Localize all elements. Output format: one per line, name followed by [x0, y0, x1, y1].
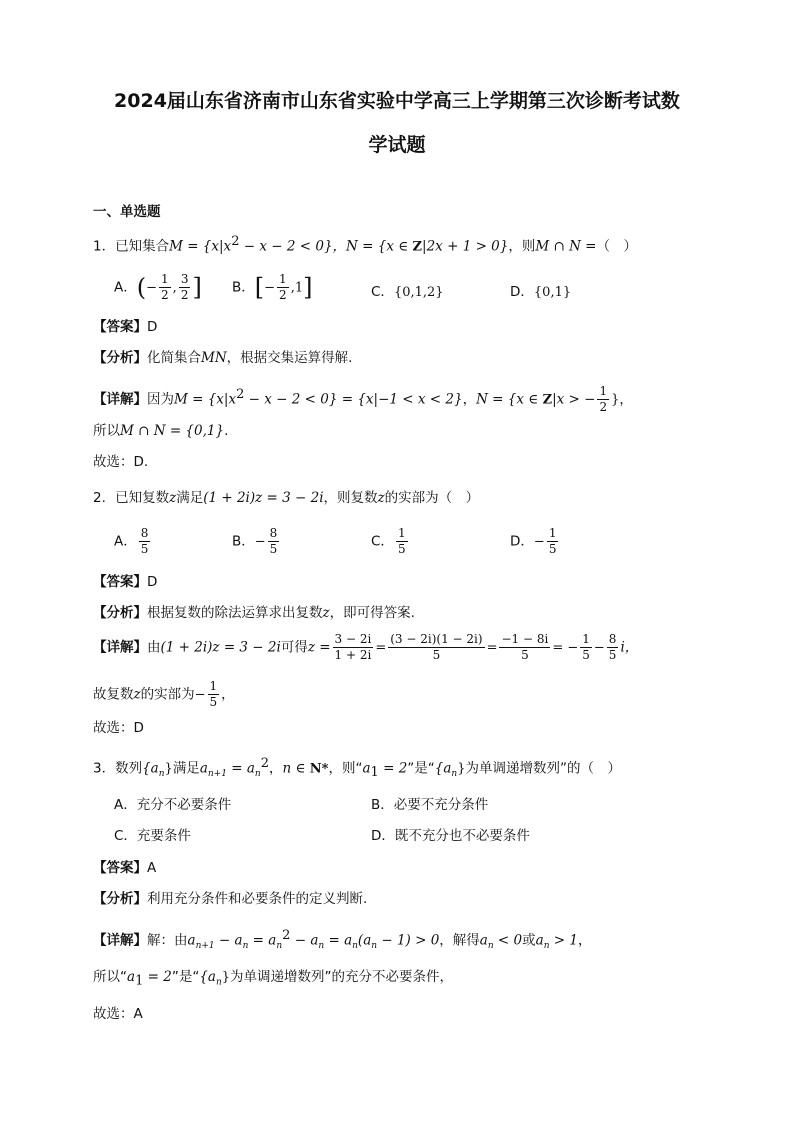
q2-option-a: A． $\frac{8}{5}$ [114, 526, 149, 556]
q1-stem: 1．已知集合$M = \{x|x^2 - x - 2 < 0\}$，N = {x ∈ Z|2x + 1 > 0}，则M ∩ N =（ ） [93, 234, 637, 255]
q2-stem: 2．已知复数z满足(1 + 2i)z = 3 − 2i，则复数z的实部为（ ） [93, 490, 480, 506]
q3-stem: 3．数列$\{a_n\}$满足$a_{n+1} = a_n^2$，n ∈ N*，则“$a_1 = 2$”是“$\{a_n\}$为单调递增数列”的（ ） [93, 756, 621, 781]
q3-analysis: 【分析】利用充分条件和必要条件的定义判断. [93, 891, 368, 907]
doc-title-line1: 2024届山东省济南市山东省实验中学高三上学期第三次诊断考试数 [114, 90, 680, 112]
q1-answer: 【答案】D [93, 319, 158, 335]
q1-analysis: 【分析】化简集合MN，根据交集运算得解. [93, 350, 353, 366]
q1-choose: 故选：D. [93, 454, 149, 470]
doc-title-line2: 学试题 [368, 134, 426, 156]
q1-conclusion: 所以M ∩ N = {0,1}. [93, 423, 229, 439]
q3-detail: 【详解】解：由$a_{n+1} - a_n = a_n^2 - a_n = a_n(a_n - 1) > 0$，解得$a_n < 0$或$a_n > 1$， [93, 928, 592, 952]
q3-option-d: D．既不充分也不必要条件 [371, 828, 530, 844]
q1-option-a: A．(− $\frac{1}{2}$ , $\frac{3}{2}$ ] [114, 272, 202, 302]
q2-choose: 故选：D [93, 720, 144, 736]
q3-choose: 故选：A [93, 1006, 143, 1022]
q2-option-b: B．− $\frac{8}{5}$ [232, 526, 278, 556]
q2-conclusion: 故复数z的实部为− $\frac{1}{5}$ ， [93, 679, 235, 709]
q2-answer: 【答案】D [93, 574, 158, 590]
q1-option-c: C．{0,1,2} [371, 284, 444, 300]
section-heading: 一、单选题 [93, 204, 161, 220]
q3-option-c: C．充要条件 [114, 828, 191, 844]
q3-answer: 【答案】A [93, 860, 157, 876]
q1-detail: 【详解】因为$M = \{x|x^2 - x - 2 < 0\} = \{x|-1 < x < 2\}$，N = {x ∈ Z|x > − $\frac{1}{2}$ }， [93, 384, 633, 414]
q2-detail: 【详解】由(1 + 2i)z = 3 − 2i可得z = $\frac{3 - 2i}{1 + 2i}$ = $\frac{(3 - 2i)(1 - 2i)}{5}$ = $\frac{-1 - 8i}{5}$ = − $\frac{1}{5}$ − $\frac{8}{5}$ i， [93, 632, 639, 662]
q2-option-d: D．− $\frac{1}{5}$ [510, 526, 557, 556]
q2-option-c: C． $\frac{1}{5}$ [371, 526, 406, 556]
q1-option-b: B．[− $\frac{1}{2}$ ,1] [232, 272, 313, 302]
q3-option-a: A．充分不必要条件 [114, 797, 232, 813]
q2-analysis: 【分析】根据复数的除法运算求出复数z，即可得答案. [93, 605, 415, 621]
q3-option-b: B．必要不充分条件 [371, 797, 489, 813]
q3-conclusion: 所以“$a_1 = 2$”是“$\{a_n\}$为单调递增数列”的充分不必要条件， [93, 969, 454, 989]
q1-option-d: D．{0,1} [510, 284, 572, 300]
